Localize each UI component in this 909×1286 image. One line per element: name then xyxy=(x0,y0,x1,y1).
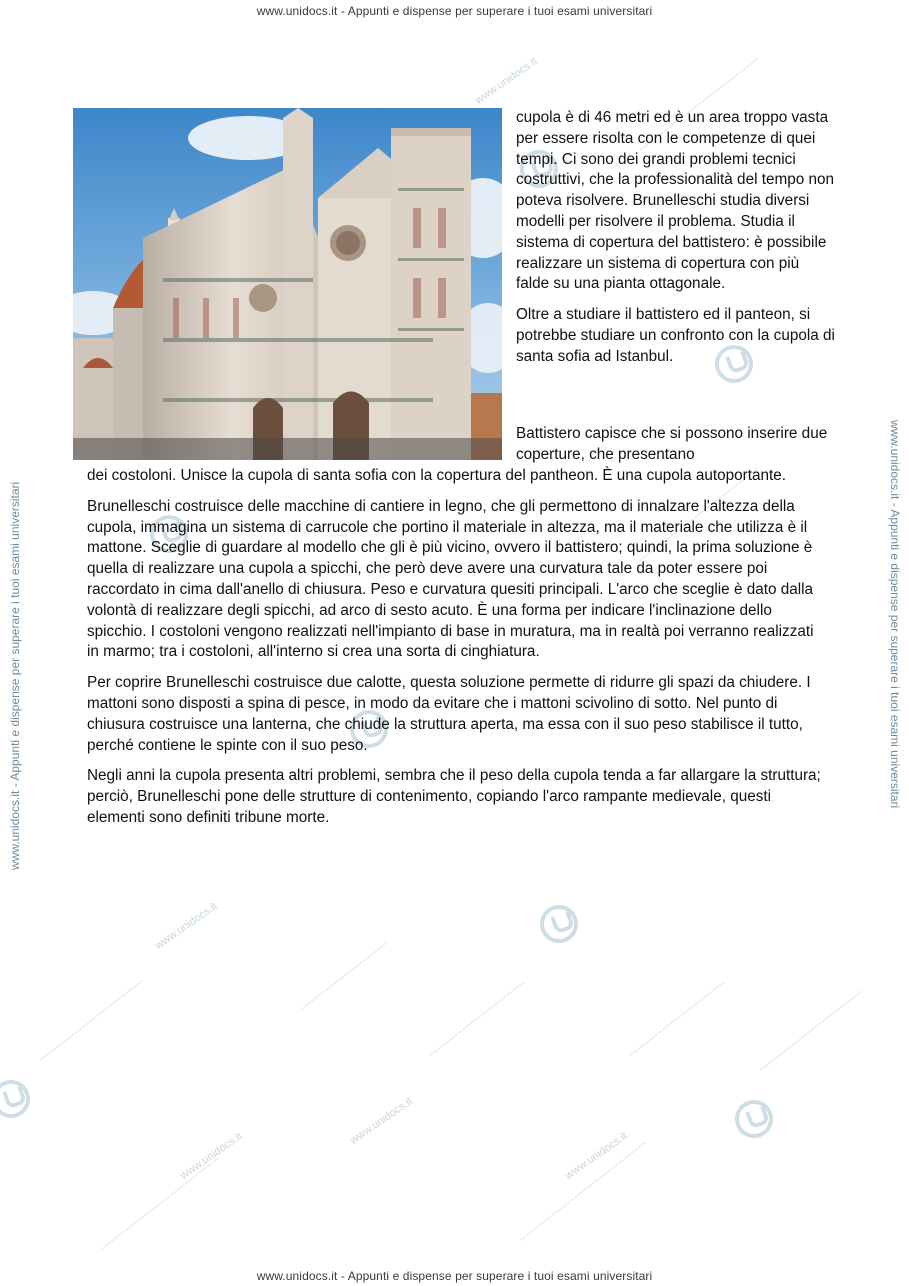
watermark-line xyxy=(430,981,525,1056)
side-text-column xyxy=(516,108,836,378)
unidocs-logo-icon xyxy=(0,1075,35,1124)
cathedral-photo xyxy=(73,108,502,460)
watermark-footer-text: www.unidocs.it - Appunti e dispense per superare i tuoi esami universitari xyxy=(256,1269,653,1283)
watermark-header xyxy=(0,4,909,18)
watermark-diagonal: www.unidocs.it xyxy=(153,900,220,952)
watermark-line xyxy=(300,942,387,1011)
watermark-footer xyxy=(0,1269,909,1283)
watermark-header-text: www.unidocs.it - Appunti e dispense per superare i tuoi esami universitari xyxy=(256,4,653,18)
unidocs-logo-icon xyxy=(535,900,584,949)
watermark-diagonal: www.unidocs.it xyxy=(348,1095,415,1147)
body-paragraph: Brunelleschi costruisce delle macchine di cantiere in legno, che gli permettono di innalzare l'altezza della cupola, immagina un sistema di carrucole che portino il materiale in altezza, ma il materiale che utilizza è il mattone. Sceglie di guardare al modello che gli è più vicino, ovvero il battistero; quindi, la prima soluzione è quella di realizzare una cupola a spicchi, che però deve avere una curvatura tale da poter essere poi raccordato in cima dall'anello di chiusura. Peso e curvatura quesiti principali. L'arco che sceglie è dato dalla volontà di realizzare degli spicchi, ad arco di sesto acuto. È una forma per indicare l'inclinazione dello spicchio. I costoloni vengono realizzati nell'impianto di base in muratura, ma in realtà poi verranno realizzati in marmo; tra i costoloni, all'interno si crea una sorta di cinghiatura. xyxy=(87,497,814,661)
side-paragraph: cupola è di 46 metri ed è un area troppo vasta per essere risolta con le competenze di quei tempi. Ci sono dei grandi problemi tecnici costruttivi, che la professionalità del tempo non poteva risolvere. Brunelleschi studia diversi modelli per risolvere il problema. Studia il sistema di copertura del battistero: è possibile realizzare un sistema di copertura con più falde su una pianta ottagonale. xyxy=(516,109,835,293)
watermark-line xyxy=(760,990,863,1071)
wrap-paragraph-start: Battistero capisce che si possono inserire due coperture, che presentano xyxy=(516,425,828,463)
watermark-diagonal: www.unidocs.it xyxy=(473,55,540,107)
watermark-line xyxy=(100,1158,219,1251)
watermark-diagonal: www.unidocs.it xyxy=(563,1130,630,1182)
wrap-paragraph-rest: dei costoloni. Unisce la cupola di santa sofia con la copertura del pantheon. È una cupola autoportante. xyxy=(87,467,787,484)
watermark-side-right: www.unidocs.it - Appunti e dispense per superare i tuoi esami universitari xyxy=(888,420,902,809)
unidocs-logo-icon xyxy=(730,1095,779,1144)
main-text-column xyxy=(87,466,827,839)
body-paragraph: Per coprire Brunelleschi costruisce due calotte, questa soluzione permette di ridurre gli spazi da chiudere. I mattoni sono disposti a spina di pesce, in modo da evitare che i mattoni scivolino di sotto. Nel punto di chiusura costruisce una lanterna, che chiude la struttura aperta, ma essa con il suo peso stabilisce il tutto, perché contiene le spinte con il suo peso. xyxy=(87,674,811,754)
watermark-line xyxy=(40,980,143,1061)
body-paragraph: Negli anni la cupola presenta altri problemi, sembra che il peso della cupola tenda a far allargare la struttura; perciò, Brunelleschi pone delle strutture di contenimento, copiando l'arco rampante medievale, questi elementi sono definiti tribune morte. xyxy=(87,767,821,826)
watermark-diagonal: www.unidocs.it xyxy=(178,1130,245,1182)
watermark-line xyxy=(630,981,725,1056)
side-paragraph: Oltre a studiare il battistero ed il panteon, si potrebbe studiare un confronto con la cupola di santa sofia ad Istanbul. xyxy=(516,306,835,365)
watermark-side-left: www.unidocs.it - Appunti e dispense per superare i tuoi esami universitari xyxy=(8,481,22,870)
